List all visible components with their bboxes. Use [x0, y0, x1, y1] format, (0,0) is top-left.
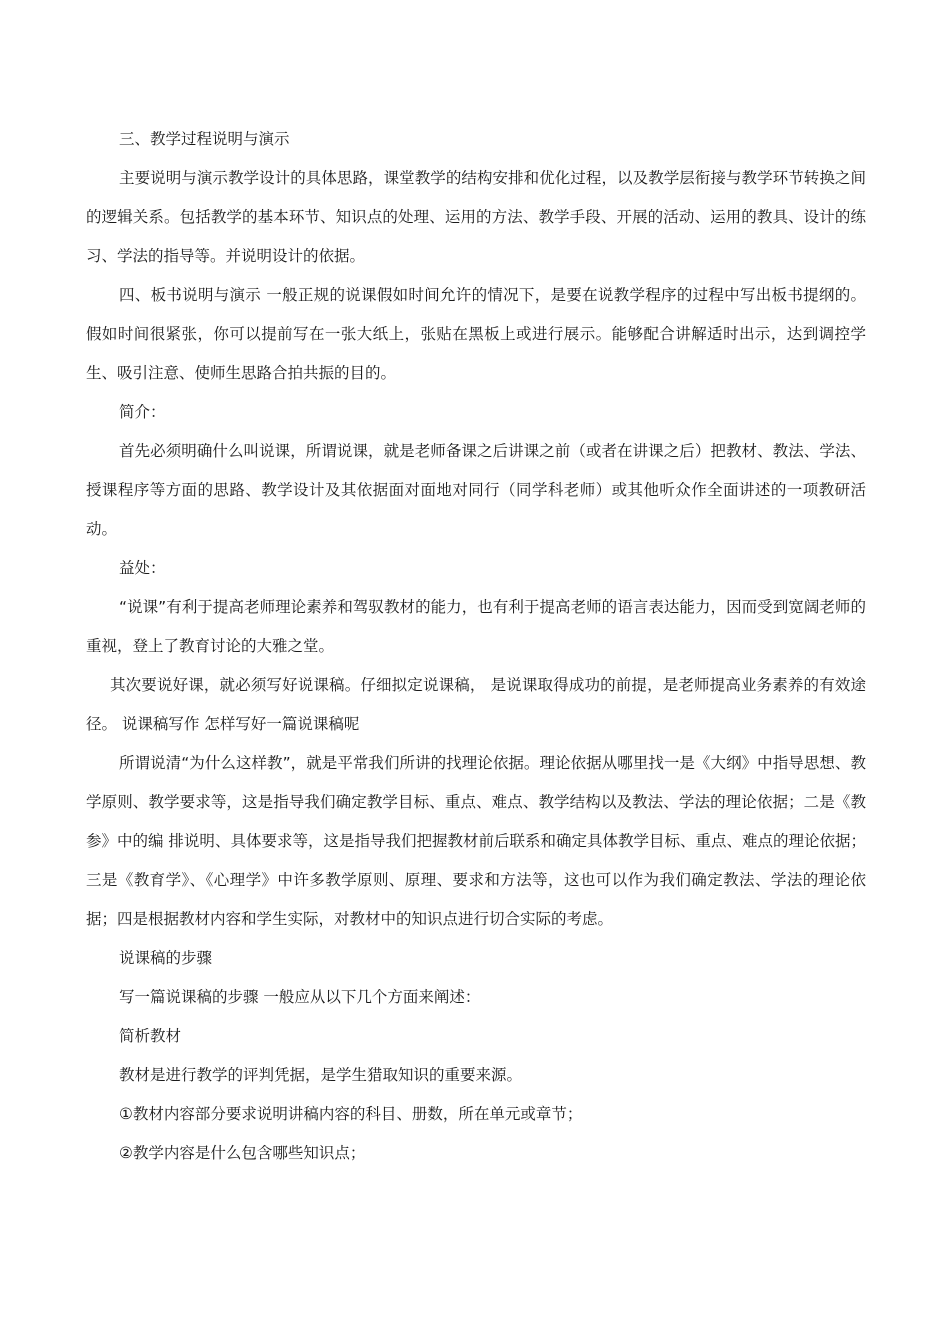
label-benefits: 益处： — [119, 559, 166, 577]
paragraph-blackboard-writing: 四、板书说明与演示 一般正规的说课假如时间允许的情况下，是要在说教学程序的过程中写出板书提纲的。假如时间很紧张，你可以提前写在一张大纸上，张贴在黑板上或进行展示。能够配合讲解适时出示，达到调控学生、吸引注意、使师生思路合拍共振的目的。 — [86, 286, 866, 382]
paragraph-theory-basis: 所谓说清“为什么这样教”，就是平常我们所讲的找理论依据。理论依据从哪里找一是《大纲》中指导思想、教学原则、教学要求等，这是指导我们确定教学目标、重点、难点、教学结构以及教法、学法的理论依据；二是《教参》中的编 排说明、具体要求等，这是指导我们把握教材前后联系和确定具体教学目标、重点、难点的理论依据；三是《教育学》、《心理学》中许多教学原则、原理、要求和方法等，这也可以作为我们确定教法、学法的理论依据；四是根据教材内容和学生实际，对教材中的知识点进行切合实际的考虑。 — [86, 754, 866, 928]
paragraph-textbook-role: 教材是进行教学的评判凭据，是学生猎取知识的重要来源。 — [119, 1066, 523, 1084]
paragraph-benefits: “说课”有利于提高老师理论素养和驾驭教材的能力，也有利于提高老师的语言表达能力，因而受到宽阔老师的重视，登上了教育讨论的大雅之堂。 — [86, 598, 866, 655]
heading-analyze-textbook: 简析教材 — [119, 1027, 182, 1045]
paragraph-draft-steps-intro: 写一篇说课稿的步骤 一般应从以下几个方面来阐述： — [119, 988, 481, 1006]
heading-draft-steps: 说课稿的步骤 — [119, 949, 213, 967]
list-item-content-section: ①教材内容部分要求说明讲稿内容的科目、册数，所在单元或章节； — [119, 1105, 583, 1123]
document-body — [86, 120, 866, 1173]
paragraph-introduction: 首先必须明确什么叫说课，所谓说课，就是老师备课之后讲课之前（或者在讲课之后）把教材、教法、学法、授课程序等方面的思路、教学设计及其依据面对面地对同行（同学科老师）或其他听众作全面讲述的一项教研活动。 — [86, 442, 866, 538]
paragraph-teaching-process: 主要说明与演示教学设计的具体思路，课堂教学的结构安排和优化过程，以及教学层衔接与教学环节转换之间的逻辑关系。包括教学的基本环节、知识点的处理、运用的方法、教学手段、开展的活动、运用的教具、设计的练习、学法的指导等。并说明设计的依据。 — [86, 169, 866, 265]
section-heading-teaching-process: 三、教学过程说明与演示 — [119, 130, 290, 148]
list-item-knowledge-points: ②教学内容是什么包含哪些知识点； — [119, 1144, 366, 1162]
label-introduction: 简介： — [119, 403, 166, 421]
paragraph-writing-lecture-draft: 其次要说好课，就必须写好说课稿。仔细拟定说课稿， 是说课取得成功的前提，是老师提高业务素养的有效途径。 说课稿写作 怎样写好一篇说课稿呢 — [86, 676, 866, 733]
